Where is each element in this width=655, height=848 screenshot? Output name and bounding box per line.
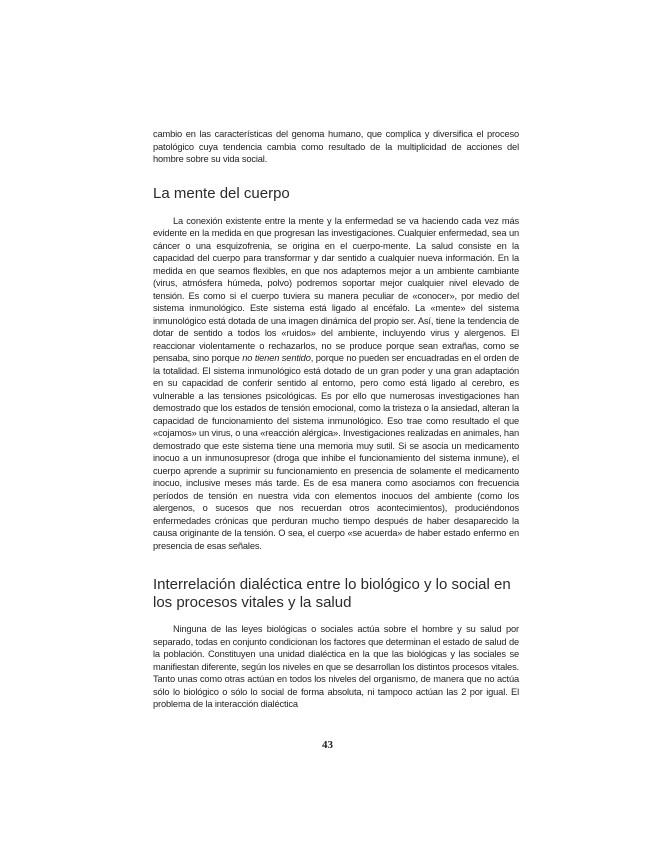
page-number: 43 (322, 739, 333, 751)
section-heading-interrelacion: Interrelación dialéctica entre lo biológico y lo social en los procesos vitales y la salud (153, 576, 511, 611)
paragraph-interrelacion: Ninguna de las leyes biológicas o sociales actúa sobre el hombre y su salud por separado, todas en conjunto condicionan los factores que determinan el estado de salud de la población. Constituyen una unidad dialéctica en la que las biológicas y las sociales se manifiestan diferente, según los niveles en que se desarrollan los distintos procesos vitales. Tanto unas como otras actúan en todos los niveles del organismo, de manera que no actúa sólo lo biológico o sólo lo social de forma absoluta, ni tampoco actúan las 2 por igual. El problema de la interacción dialéctica (153, 624, 519, 709)
paragraph-intro: cambio en las características del genoma humano, que complica y diversifica el proceso patológico cuya tendencia cambia como resultado de la multiplicidad de acciones del hombre sobre su vida social. (153, 129, 519, 164)
paragraph-text: La conexión existente entre la mente y la enfermedad se va haciendo cada vez más evidente en la medida en que progresan las investigaciones. Cualquier enfermedad, sea un cáncer o una esquizofrenia, se origina en el cuerpo-mente. La salud consiste en la capacidad del cuerpo para transformar y dar sentido a cualquier nueva información. En la medida en que seamos flexibles, en que nos adaptemos mejor a un ambiente cambiante (virus, atmósfera húmeda, polvo) podremos soportar mejor cualquier nivel elevado de tensión. Es como si el cuerpo tuviera su manera peculiar de «conocer», por medio del sistema inmunológico. Este sistema está ligado al encéfalo. La «mente» del sistema inmunológico está dotada de una imagen dinámica del propio ser. Así, tiene la tendencia de dotar de sentido a todos los «ruidos» del ambiente, incluyendo virus y alergenos. El reaccionar violentamente o rechazarlos, no se produce porque sean extrañas, como se pensaba, sino porque (153, 215, 519, 363)
paragraph-mente-cuerpo (153, 215, 519, 553)
section-heading-mente-cuerpo: La mente del cuerpo (153, 184, 290, 202)
page-content (153, 128, 519, 711)
italic-emphasis: no tienen sentido (242, 353, 311, 363)
paragraph-text: , porque no pueden ser encuadradas en el orden de la totalidad. El sistema inmunológico está dotado de un gran poder y una gran adaptación en su capacidad de conferir sentido al entorno, pero como está ligado al cerebro, es vulnerable a las tensiones psicológicas. Es por ello que numerosas investigaciones han demostrado que los estados de tensión emocional, como la tristeza o la ansiedad, alteran la capacidad de funcionamiento del sistema inmunológico. Eso trae como resultado el que «cojamos» un virus, o una «reacción alérgica». Investigaciones realizadas en animales, han demostrado que este sistema tiene una memoria muy sutil. Si se asocia un medicamento inocuo a un inmunosupresor (droga que inhibe el funcionamiento del sistema inmune), el cuerpo aprende a suprimir su funcionamiento en presencia de solamente el medicamento inocuo, inclusive meses más tarde. Es de esa manera como asociamos con frecuencia períodos de tensión en nuestra vida con elementos inocuos del ambiente (como los alergenos, o sucesos que nos recuerdan otros acontecimientos), produciéndonos enfermedades crónicas que perduran mucho tiempo después de haber desaparecido la causa originante de la tensión. O sea, el cuerpo «se acuerda» de haber estado enfermo en presencia de esas señales. (153, 353, 519, 551)
